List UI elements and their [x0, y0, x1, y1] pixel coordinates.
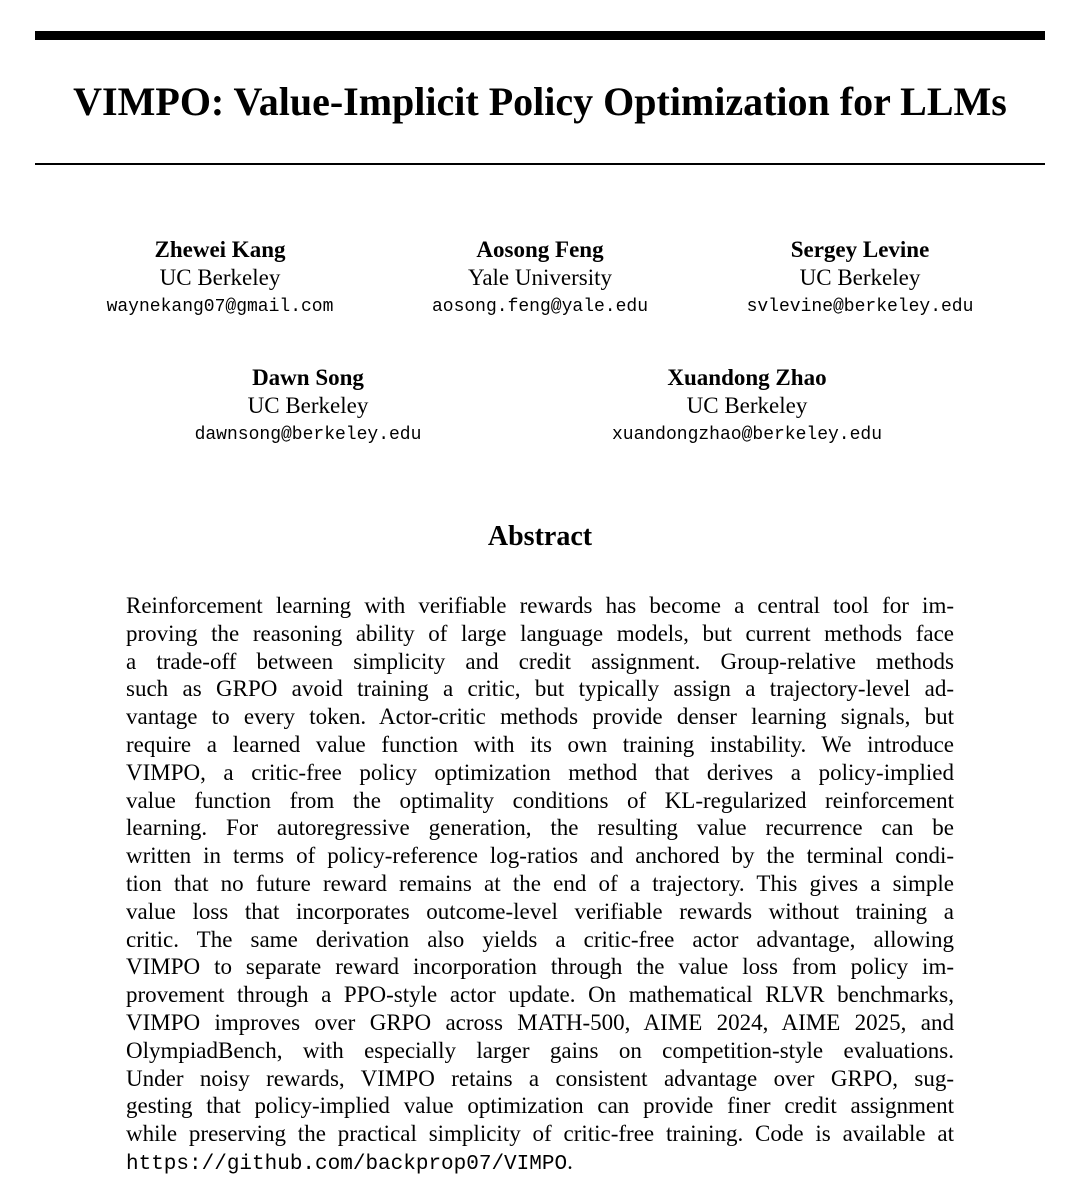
- title-top-rule: [35, 31, 1045, 40]
- author-email[interactable]: xuandongzhao@berkeley.edu: [611, 425, 883, 445]
- abstract-line: such as GRPO avoid training a critic, but typically assign a trajectory-level ad-: [126, 676, 954, 702]
- author-block: [50, 236, 390, 322]
- abstract-line: a trade-off between simplicity and credit assignment. Group-relative methods: [126, 648, 954, 674]
- abstract-line: OlympiadBench, with especially larger gains on competition-style evaluations.: [126, 1037, 954, 1063]
- abstract-line: Reinforcement learning with verifiable rewards has become a central tool for im-: [126, 593, 954, 618]
- abstract-line: provement through a PPO-style actor update. On mathematical RLVR benchmarks,: [126, 982, 954, 1008]
- author-block: [690, 236, 1030, 322]
- abstract-line: vantage to every token. Actor-critic methods provide denser learning signals, but: [126, 704, 954, 730]
- author-block: [577, 364, 917, 450]
- author-name: Aosong Feng: [476, 237, 604, 262]
- abstract-line: while preserving the practical simplicity of critic-free training. Code is available at: [126, 1121, 954, 1147]
- abstract-line: critic. The same derivation also yields a critic-free actor advantage, allowing: [126, 926, 954, 952]
- author-block: [138, 364, 478, 450]
- author-name: Dawn Song: [252, 365, 364, 390]
- code-url-suffix: .: [567, 1148, 573, 1174]
- author-email[interactable]: waynekang07@gmail.com: [106, 297, 334, 317]
- abstract-line: proving the reasoning ability of large language models, but current methods face: [126, 620, 954, 646]
- author-block: [370, 236, 710, 322]
- author-email[interactable]: aosong.feng@yale.edu: [431, 297, 649, 317]
- abstract-heading: Abstract: [487, 521, 593, 552]
- abstract-line: value function from the optimality conditions of KL-regularized reinforcement: [126, 787, 954, 813]
- paper-title: VIMPO: Value-Implicit Policy Optimization for LLMs: [73, 79, 1007, 124]
- abstract-line: learning. For autoregressive generation, the resulting value recurrence can be: [126, 815, 954, 841]
- author-email[interactable]: dawnsong@berkeley.edu: [194, 425, 422, 445]
- abstract-line: Under noisy rewards, VIMPO retains a consistent advantage over GRPO, sug-: [126, 1065, 954, 1091]
- abstract-line: tion that no future reward remains at the end of a trajectory. This gives a simple: [126, 870, 954, 896]
- title-bottom-rule: [35, 163, 1045, 165]
- abstract-line: value loss that incorporates outcome-level verifiable rewards without training a: [126, 898, 954, 924]
- author-affiliation: UC Berkeley: [159, 265, 281, 290]
- abstract-body: [126, 592, 954, 1176]
- abstract-line: VIMPO to separate reward incorporation through the value loss from policy im-: [126, 954, 954, 980]
- author-affiliation: UC Berkeley: [686, 393, 808, 418]
- abstract-line: VIMPO improves over GRPO across MATH-500, AIME 2024, AIME 2025, and: [126, 1009, 954, 1035]
- abstract-line: written in terms of policy-reference log-ratios and anchored by the terminal condi-: [126, 843, 954, 869]
- author-affiliation: UC Berkeley: [247, 393, 369, 418]
- author-affiliation: Yale University: [468, 265, 612, 290]
- abstract-last-line: [126, 1148, 954, 1176]
- code-url-link[interactable]: https://github.com/backprop07/VIMPO: [126, 1152, 568, 1176]
- author-name: Sergey Levine: [790, 237, 930, 262]
- author-email[interactable]: svlevine@berkeley.edu: [746, 297, 974, 317]
- abstract-line: VIMPO, a critic-free policy optimization method that derives a policy-implied: [126, 759, 954, 785]
- author-name: Zhewei Kang: [154, 237, 286, 262]
- abstract-line: gesting that policy-implied value optimization can provide finer credit assignment: [126, 1093, 954, 1119]
- author-name: Xuandong Zhao: [667, 365, 827, 390]
- author-affiliation: UC Berkeley: [799, 265, 921, 290]
- abstract-line: require a learned value function with its own training instability. We introduce: [126, 731, 954, 757]
